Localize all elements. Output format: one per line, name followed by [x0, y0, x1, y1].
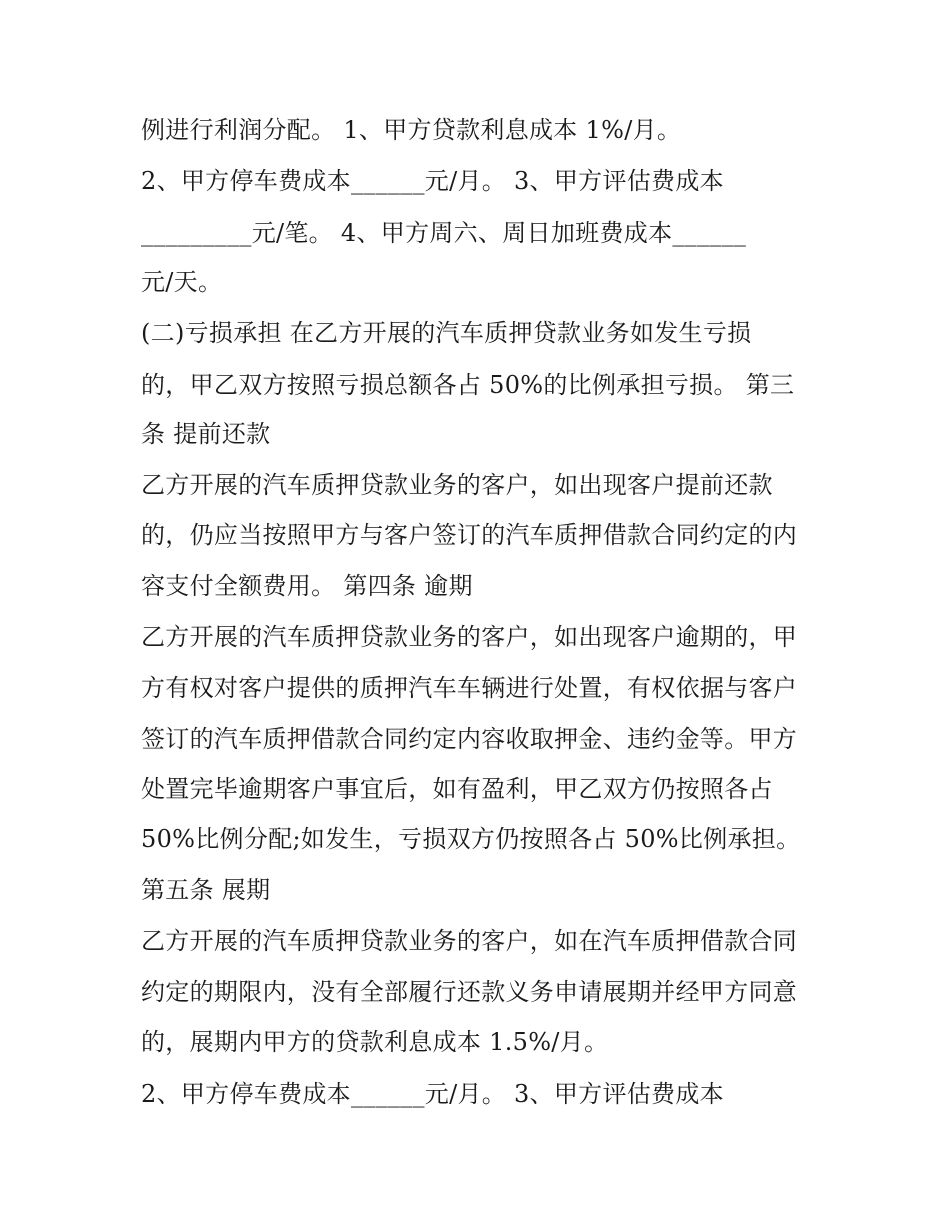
- text-line: 例进行利润分配。 1、甲方贷款利息成本 1%/月。: [141, 116, 682, 144]
- text-line: 乙方开展的汽车质押贷款业务的客户，如出现客户逾期的，甲: [141, 623, 798, 651]
- text-line: 条 提前还款: [141, 420, 271, 448]
- text-line: 签订的汽车质押借款合同约定内容收取押金、违约金等。甲方: [141, 725, 798, 753]
- text-line: _________元/笔。 4、甲方周六、周日加班费成本______: [141, 219, 747, 247]
- text-line: 乙方开展的汽车质押贷款业务的客户，如在汽车质押借款合同: [141, 927, 798, 955]
- text-line: 容支付全额费用。 第四条 逾期: [141, 572, 473, 600]
- text-line: 2、甲方停车费成本______元/月。 3、甲方评估费成本: [141, 167, 724, 195]
- text-line: 的，展期内甲方的贷款利息成本 1.5%/月。: [141, 1028, 609, 1056]
- text-line: 2、甲方停车费成本______元/月。 3、甲方评估费成本: [141, 1080, 724, 1108]
- text-line: 的，仍应当按照甲方与客户签订的汽车质押借款合同约定的内: [141, 521, 798, 549]
- text-line: 元/天。: [141, 268, 223, 296]
- text-line: 乙方开展的汽车质押贷款业务的客户，如出现客户提前还款: [141, 471, 773, 499]
- text-line: 方有权对客户提供的质押汽车车辆进行处置，有权依据与客户: [141, 674, 798, 702]
- text-line: 的，甲乙双方按照亏损总额各占 50%的比例承担亏损。 第三: [141, 371, 795, 399]
- text-line: (二)亏损承担 在乙方开展的汽车质押贷款业务如发生亏损: [141, 319, 752, 347]
- text-line: 第五条 展期: [141, 876, 271, 904]
- text-line: 50%比例分配;如发生，亏损双方仍按照各占 50%比例承担。: [141, 825, 801, 853]
- text-line: 处置完毕逾期客户事宜后，如有盈利，甲乙双方仍按照各占: [141, 775, 773, 803]
- text-line: 约定的期限内，没有全部履行还款义务申请展期并经甲方同意: [141, 978, 798, 1006]
